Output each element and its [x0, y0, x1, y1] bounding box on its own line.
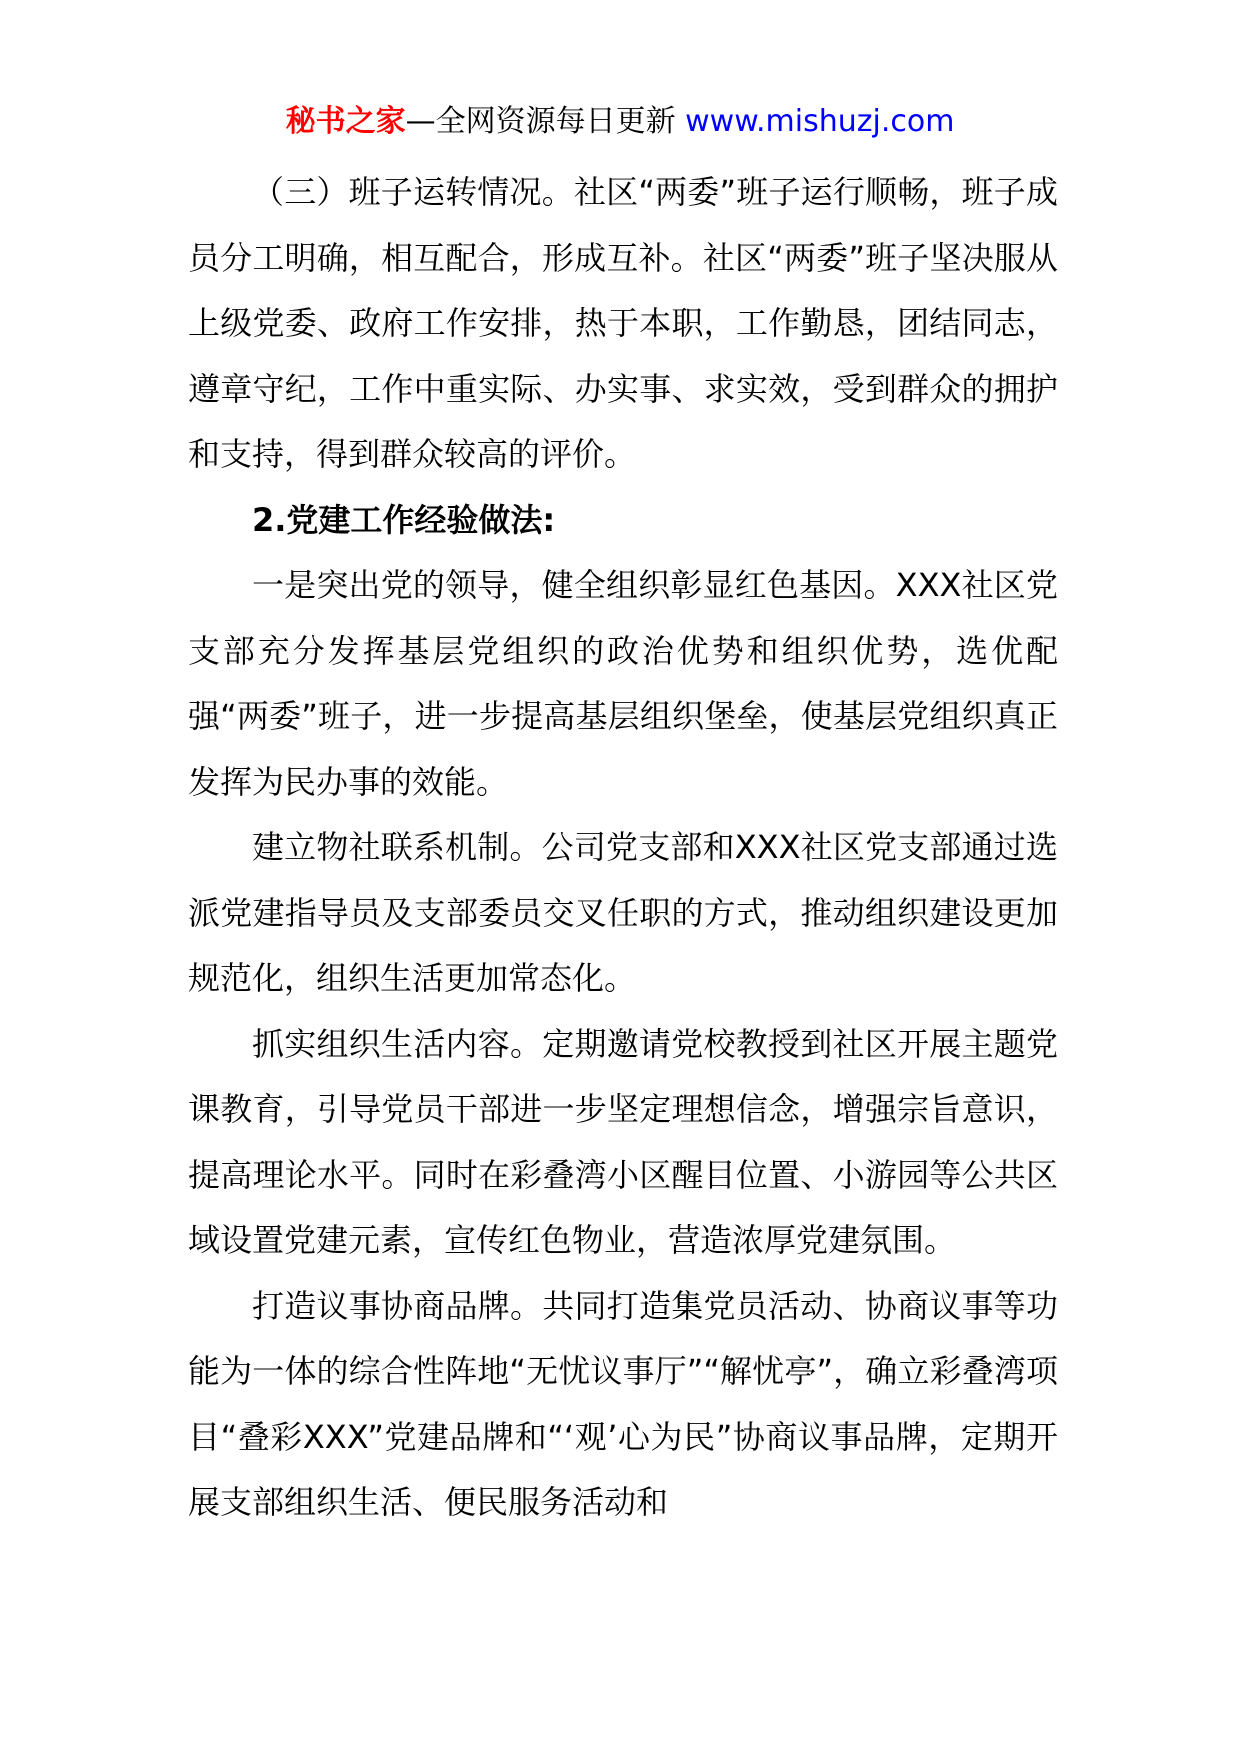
site-brand: 秘书之家 — [285, 104, 406, 139]
paragraph-liaison-mechanism: 建立物社联系机制。公司党支部和XXX社区党支部通过选派党建指导员及支部委员交叉任职的方式，推动组织建设更加规范化，组织生活更加常态化。 — [188, 828, 1058, 997]
site-tagline: —全网资源每日更新 — [405, 104, 686, 139]
paragraph-consultation-brand: 打造议事协商品牌。共同打造集党员活动、协商议事等功能为一体的综合性阵地“无忧议事厅”“解忧亭”，确立彩叠湾项目“叠彩XXX”党建品牌和“‘观’心为民”协商议事品牌，定期开展支部组织生活、便民服务活动和 — [188, 1286, 1058, 1521]
site-url-link[interactable]: www.mishuzj.com — [685, 104, 955, 139]
document-body — [188, 160, 1058, 1536]
site-header — [0, 100, 1240, 144]
section-heading: 2.党建工作经验做法: — [252, 500, 556, 539]
paragraph-team-operation: （三）班子运转情况。社区“两委”班子运行顺畅，班子成员分工明确，相互配合，形成互补。社区“两委”班子坚决服从上级党委、政府工作安排，热于本职，工作勤恳，团结同志，遵章守纪，工作中重实际、办实事、求实效，受到群众的拥护和支持，得到群众较高的评价。 — [188, 173, 1058, 473]
paragraph-organization-life: 抓实组织生活内容。定期邀请党校教授到社区开展主题党课教育，引导党员干部进一步坚定理想信念，增强宗旨意识，提高理论水平。同时在彩叠湾小区醒目位置、小游园等公共区域设置党建元素，宣传红色物业，营造浓厚党建氛围。 — [188, 1024, 1058, 1259]
paragraph-party-leadership: 一是突出党的领导，健全组织彰显红色基因。XXX社区党支部充分发挥基层党组织的政治优势和组织优势，选优配强“两委”班子，进一步提高基层组织堡垒，使基层党组织真正发挥为民办事的效能。 — [188, 566, 1058, 801]
